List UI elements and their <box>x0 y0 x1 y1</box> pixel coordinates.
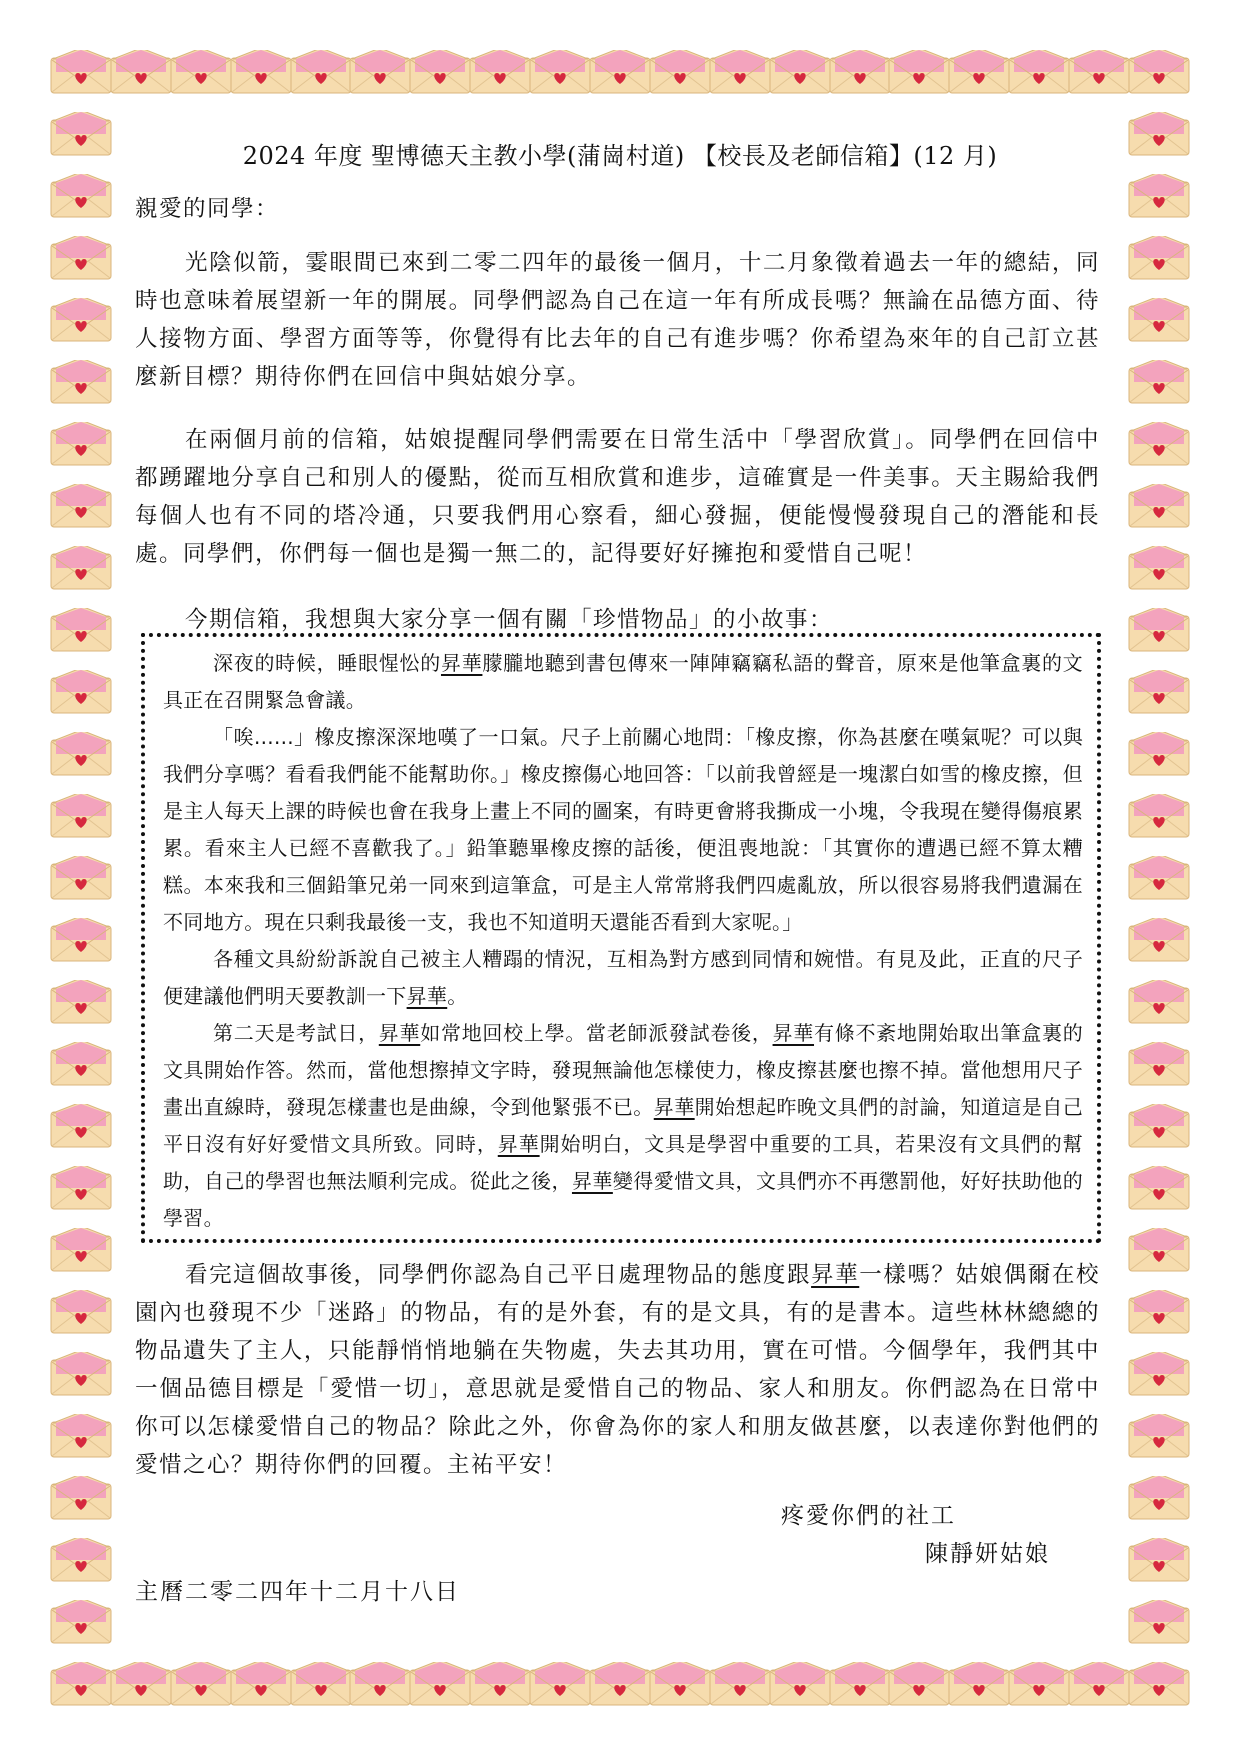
envelope-heart-icon <box>649 1662 711 1706</box>
envelope-heart-icon <box>948 1662 1010 1706</box>
envelope-heart-icon <box>1128 1600 1190 1644</box>
story-paragraph-3: 各種文具紛紛訴說自己被主人糟蹋的情況，互相為對方感到同情和婉惜。有見及此，正直的尺子便建議他們明天要教訓一下昇華。 <box>163 947 1083 1008</box>
envelope-heart-icon <box>649 50 711 94</box>
envelope-heart-icon <box>1128 980 1190 1024</box>
envelope-heart-icon <box>529 50 591 94</box>
envelope-heart-icon <box>769 50 831 94</box>
envelope-heart-icon <box>50 50 112 94</box>
envelope-heart-icon <box>110 50 172 94</box>
envelope-heart-icon <box>1128 1166 1190 1210</box>
envelope-heart-icon <box>1128 174 1190 218</box>
envelope-heart-icon <box>50 112 112 156</box>
story-name: 昇華 <box>497 1132 540 1156</box>
envelope-heart-icon <box>1128 112 1190 156</box>
envelope-heart-icon <box>1128 670 1190 714</box>
envelope-heart-icon <box>50 1352 112 1396</box>
envelope-heart-icon <box>589 50 651 94</box>
letter-date: 主曆二零二四年十二月十八日 <box>135 1579 460 1605</box>
envelope-heart-icon <box>110 1662 172 1706</box>
paragraph-2: 在兩個月前的信箱，姑娘提醒同學們需要在日常生活中「學習欣賞」。同學們在回信中都踴躍地分享自己和別人的優點，從而互相欣賞和進步，這確實是一件美事。天主賜給我們每個人也有不同的塔冷通，只要我們用心察看，細心發掘，便能慢慢發現自己的潛能和長處。同學們，你們每一個也是獨一無二的，記得要好好擁抱和愛惜自己呢！ <box>135 427 1100 567</box>
envelope-heart-icon <box>349 1662 411 1706</box>
envelope-heart-icon <box>50 174 112 218</box>
envelope-heart-icon <box>409 1662 471 1706</box>
envelope-heart-icon <box>469 50 531 94</box>
envelope-heart-icon <box>50 422 112 466</box>
signature-name: 陳靜妍姑娘 <box>925 1541 1050 1567</box>
envelope-heart-icon <box>888 1662 950 1706</box>
envelope-heart-icon <box>1128 794 1190 838</box>
story-name: 昇華 <box>406 984 448 1008</box>
envelope-heart-icon <box>1128 732 1190 776</box>
envelope-heart-icon <box>829 1662 891 1706</box>
envelope-heart-icon <box>709 1662 771 1706</box>
story-name: 昇華 <box>653 1095 695 1119</box>
envelope-heart-icon <box>50 1166 112 1210</box>
envelope-heart-icon <box>290 1662 352 1706</box>
greeting: 親愛的同學： <box>135 196 280 222</box>
envelope-heart-icon <box>1128 1414 1190 1458</box>
envelope-heart-icon <box>948 50 1010 94</box>
envelope-heart-icon <box>50 1414 112 1458</box>
envelope-heart-icon <box>170 1662 232 1706</box>
envelope-heart-icon <box>50 298 112 342</box>
envelope-heart-icon <box>50 608 112 652</box>
story-paragraph-2: 「唉......」橡皮擦深深地嘆了一口氣。尺子上前關心地問：「橡皮擦，你為甚麼在嘆氣呢？可以與我們分享嗎？看看我們能不能幫助你。」橡皮擦傷心地回答：「以前我曾經是一塊潔白如雪的橡皮擦，但是主人每天上課的時候也會在我身上畫上不同的圖案，有時更會將我撕成一小塊，令我現在變得傷痕累累。看來主人已經不喜歡我了。」鉛筆聽畢橡皮擦的話後，便沮喪地說：「其實你的遭遇已經不算太糟糕。本來我和三個鉛筆兄弟一同來到這筆盒，可是主人常常將我們四處亂放，所以很容易將我們遺漏在不同地方。現在只剩我最後一支，我也不知道明天還能否看到大家呢。」 <box>163 725 1083 934</box>
envelope-heart-icon <box>469 1662 531 1706</box>
envelope-heart-icon <box>888 50 950 94</box>
envelope-heart-icon <box>1068 50 1130 94</box>
envelope-heart-icon <box>1128 1042 1190 1086</box>
envelope-heart-icon <box>50 1042 112 1086</box>
story-name: 昇華 <box>378 1021 421 1045</box>
envelope-heart-icon <box>1128 1104 1190 1148</box>
envelope-heart-icon <box>50 670 112 714</box>
envelope-heart-icon <box>769 1662 831 1706</box>
envelope-heart-icon <box>50 732 112 776</box>
envelope-heart-icon <box>50 1228 112 1272</box>
signature-role: 疼愛你們的社工 <box>781 1503 956 1529</box>
envelope-heart-icon <box>50 546 112 590</box>
envelope-heart-icon <box>1128 360 1190 404</box>
envelope-heart-icon <box>1128 1290 1190 1334</box>
paragraph-4: 看完這個故事後，同學們你認為自己平日處理物品的態度跟昇華一樣嗎？姑娘偶爾在校園內也發現不少「迷路」的物品，有的是外套，有的是文具，有的是書本。這些林林總總的物品遺失了主人，只能靜悄悄地躺在失物處，失去其功用，實在可惜。今個學年，我們其中一個品德目標是「愛惜一切」，意思就是愛惜自己的物品、家人和朋友。你們認為在日常中你可以怎樣愛惜自己的物品？除此之外，你會為你的家人和朋友做甚麼，以表達你對他們的愛惜之心？期待你們的回覆。主祐平安！ <box>135 1262 1100 1478</box>
envelope-heart-icon <box>1128 1352 1190 1396</box>
envelope-heart-icon <box>1008 1662 1070 1706</box>
envelope-heart-icon <box>230 1662 292 1706</box>
paragraph-1: 光陰似箭，霎眼間已來到二零二四年的最後一個月，十二月象徵着過去一年的總結，同時也意味着展望新一年的開展。同學們認為自己在這一年有所成長嗎？無論在品德方面、待人接物方面、學習方面等等，你覺得有比去年的自己有進步嗎？你希望為來年的自己訂立甚麼新目標？期待你們在回信中與姑娘分享。 <box>135 250 1100 390</box>
envelope-heart-icon <box>50 856 112 900</box>
story-paragraph-4: 第二天是考試日，昇華如常地回校上學。當老師派發試卷後，昇華有條不紊地開始取出筆盒裏的文具開始作答。然而，當他想擦掉文字時，發現無論他怎樣使力，橡皮擦甚麼也擦不掉。當他想用尺子畫出直線時，發現怎樣畫也是曲線，令到他緊張不已。昇華開始想起昨晚文具們的討論，知道這是自己平日沒有好好愛惜文具所致。同時，昇華開始明白，文具是學習中重要的工具，若果沒有文具們的幫助，自己的學習也無法順利完成。從此之後，昇華變得愛惜文具，文具們亦不再懲罰他，好好扶助他的學習。 <box>163 1021 1084 1230</box>
envelope-heart-icon <box>1128 298 1190 342</box>
envelope-heart-icon <box>50 918 112 962</box>
envelope-heart-icon <box>1128 236 1190 280</box>
envelope-heart-icon <box>1128 1538 1190 1582</box>
page-title: 2024 年度 聖博德天主教小學(蒲崗村道) 【校長及老師信箱】(12 月) <box>242 142 998 170</box>
envelope-heart-icon <box>1128 918 1190 962</box>
paragraph-3: 今期信箱，我想與大家分享一個有關「珍惜物品」的小故事： <box>185 607 834 633</box>
story-name: 昇華 <box>440 651 483 675</box>
envelope-heart-icon <box>1128 422 1190 466</box>
envelope-heart-icon <box>829 50 891 94</box>
envelope-heart-icon <box>170 50 232 94</box>
envelope-heart-icon <box>50 980 112 1024</box>
envelope-heart-icon <box>1128 1662 1190 1706</box>
envelope-heart-icon <box>589 1662 651 1706</box>
envelope-heart-icon <box>1068 1662 1130 1706</box>
envelope-heart-icon <box>709 50 771 94</box>
envelope-heart-icon <box>50 1104 112 1148</box>
envelope-heart-icon <box>1128 1476 1190 1520</box>
envelope-heart-icon <box>1128 546 1190 590</box>
story-paragraph-1: 深夜的時候，睡眼惺忪的昇華朦朧地聽到書包傳來一陣陣竊竊私語的聲音，原來是他筆盒裏的文具正在召開緊急會議。 <box>163 651 1083 712</box>
envelope-heart-icon <box>349 50 411 94</box>
envelope-heart-icon <box>1128 608 1190 652</box>
envelope-heart-icon <box>1128 484 1190 528</box>
envelope-heart-icon <box>290 50 352 94</box>
story-name: 昇華 <box>772 1021 815 1045</box>
envelope-heart-icon <box>50 1600 112 1644</box>
envelope-heart-icon <box>50 794 112 838</box>
envelope-heart-icon <box>50 1662 112 1706</box>
envelope-heart-icon <box>1008 50 1070 94</box>
envelope-heart-icon <box>50 1290 112 1334</box>
envelope-heart-icon <box>50 484 112 528</box>
envelope-heart-icon <box>50 360 112 404</box>
envelope-heart-icon <box>1128 856 1190 900</box>
envelope-heart-icon <box>50 236 112 280</box>
envelope-heart-icon <box>50 1538 112 1582</box>
envelope-heart-icon <box>1128 50 1190 94</box>
story-box <box>141 633 1101 1243</box>
name-underlined: 昇華 <box>811 1262 860 1288</box>
envelope-heart-icon <box>529 1662 591 1706</box>
envelope-heart-icon <box>230 50 292 94</box>
envelope-heart-icon <box>50 1476 112 1520</box>
envelope-heart-icon <box>409 50 471 94</box>
envelope-heart-icon <box>1128 1228 1190 1272</box>
story-name: 昇華 <box>571 1169 613 1193</box>
